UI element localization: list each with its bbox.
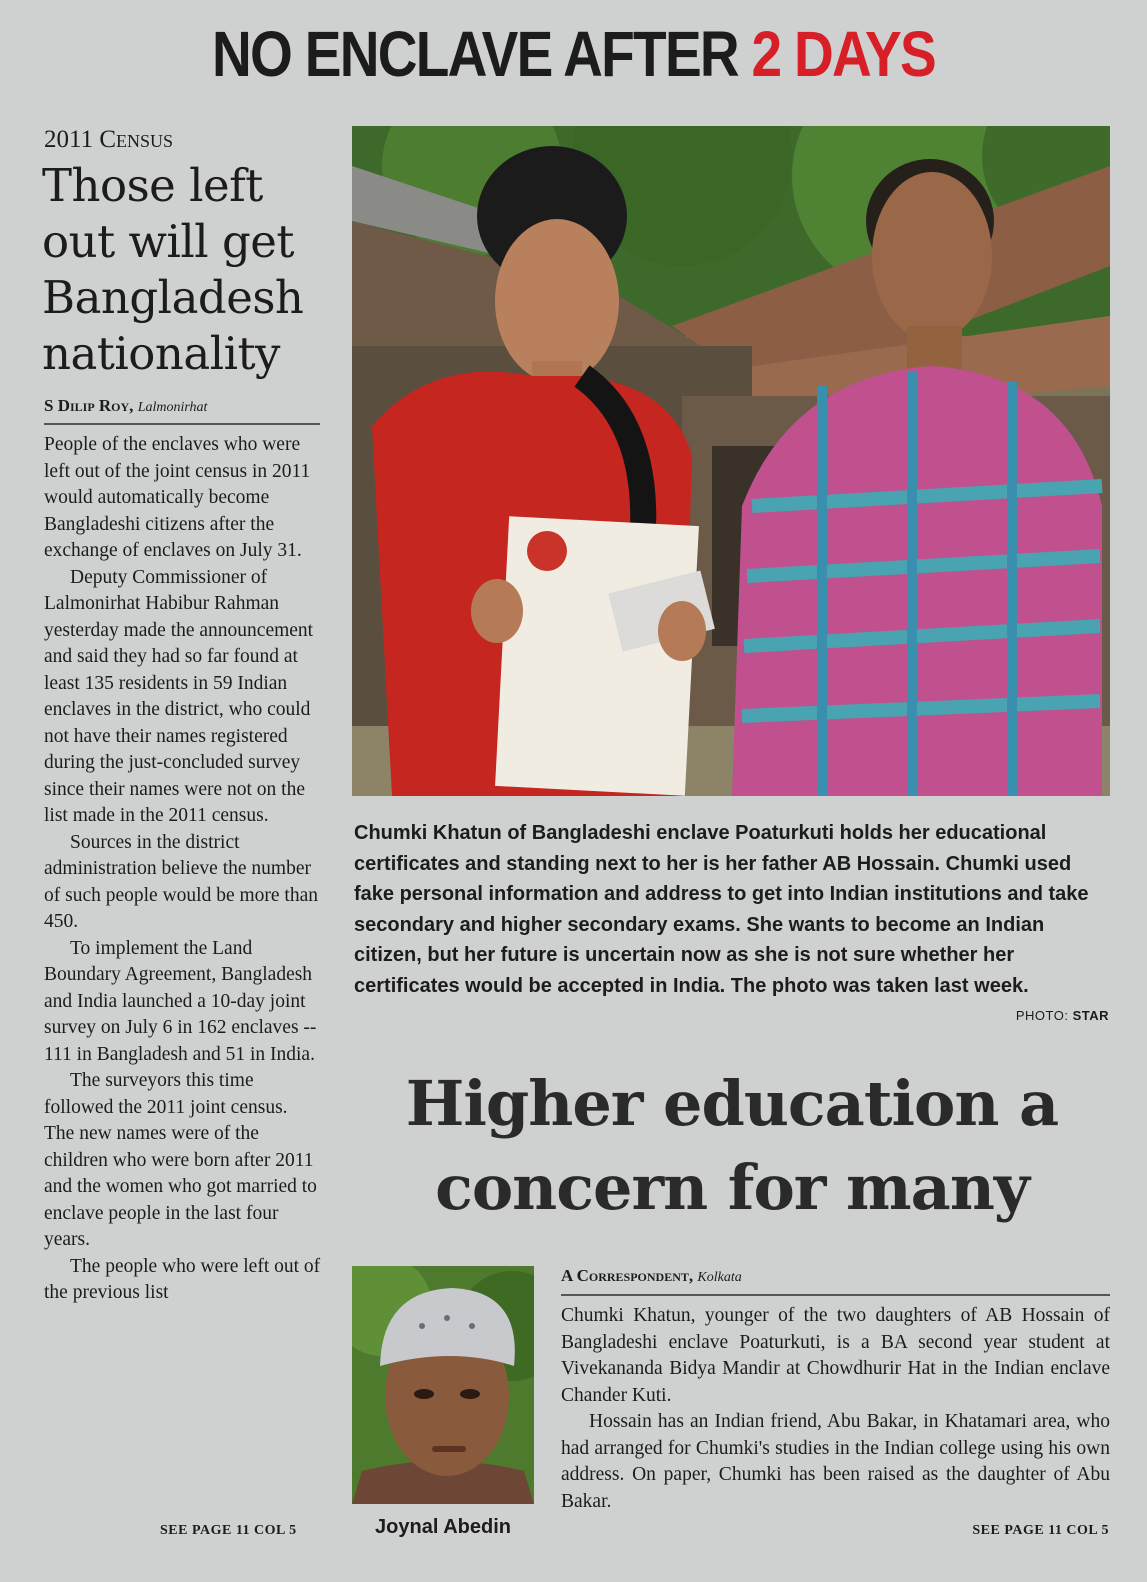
portrait-caption: Joynal Abedin	[375, 1516, 511, 1538]
main-photo-illustration	[352, 126, 1110, 796]
left-byline-name: S Dilip Roy,	[44, 396, 134, 415]
left-paragraph: To implement the Land Boundary Agreement, Bangladesh and India launched a 10-day joint survey on July 6 in 162 enclaves -- 111 in Bangladesh and 51 in India.	[44, 937, 317, 1065]
main-continuation: SEE PAGE 11 COL 5	[972, 1523, 1109, 1538]
main-story-body	[561, 1303, 1110, 1515]
left-byline-location: Lalmonirhat	[137, 400, 208, 415]
banner-text: NO ENCLAVE AFTER	[212, 18, 752, 90]
main-byline-name: A Correspondent,	[561, 1266, 694, 1285]
main-paragraph: Chumki Khatun, younger of the two daughters of AB Hossain of Bangladeshi enclave Poaturkuti, is a BA second year student at Vivekananda Bidya Mandir at Chowdhurir Hat in the Indian enclave Chander Kuti.	[561, 1305, 1110, 1406]
main-byline-rule	[561, 1294, 1110, 1296]
main-story-byline	[561, 1266, 742, 1286]
portrait-illustration	[352, 1266, 534, 1504]
main-story-headline: Higher education a concern for many	[405, 1067, 1059, 1224]
page-banner	[80, 18, 1066, 90]
left-paragraph: The surveyors this time followed the 2011 joint census. The new names were of the children who were born after 2011 and the women who got married to enclave people in the last four years.	[44, 1070, 317, 1250]
left-paragraph: The people who were left out of the previous list	[44, 1255, 321, 1303]
left-continuation: SEE PAGE 11 COL 5	[160, 1523, 297, 1538]
left-byline-rule	[44, 423, 320, 425]
photo-credit-label: PHOTO:	[1015, 1008, 1069, 1023]
photo-caption: Chumki Khatun of Bangladeshi enclave Poaturkuti holds her educational certificates and standing next to her is her father AB Hossain. Chumki used fake personal information and address to get into Indian institutions and take secondary and higher secondary exams. She wants to become an Indian citizen, but her future is uncertain now as she is not sure whether her certificates would be accepted in India. The photo was taken last week.	[354, 822, 1089, 997]
banner-highlight: 2 DAYS	[751, 18, 935, 90]
left-story-kicker: 2011 Census	[44, 126, 174, 153]
left-paragraph: Deputy Commissioner of Lalmonirhat Habibur Rahman yesterday made the announcement and said they had so far found at least 135 residents in 59 Indian enclaves in the district, who could not have their names registered during the just-concluded survey since their names were not on the list made in the 2011 census.	[44, 566, 314, 826]
main-paragraph: Hossain has an Indian friend, Abu Bakar, in Khatamari area, who had arranged for Chumki's studies in the Indian college using his own address. On paper, Chumki has been raised as the daughter of Abu Bakar.	[561, 1411, 1110, 1512]
portrait-photo	[352, 1266, 534, 1504]
left-story-body	[44, 432, 322, 1307]
left-story-byline	[44, 396, 207, 416]
left-paragraph: Sources in the district administration believe the number of such people would be more than 450.	[44, 831, 319, 932]
left-paragraph: People of the enclaves who were left out of the joint census in 2011 would automatically become Bangladeshi citizens after the exchange of enclaves on July 31.	[44, 434, 311, 561]
photo-credit-source: STAR	[1072, 1008, 1109, 1023]
left-story-headline: Those left out will get Bangladesh nationality	[42, 159, 304, 380]
main-byline-location: Kolkata	[697, 1270, 742, 1285]
photo-credit	[1016, 1008, 1109, 1023]
main-photo	[352, 126, 1110, 796]
